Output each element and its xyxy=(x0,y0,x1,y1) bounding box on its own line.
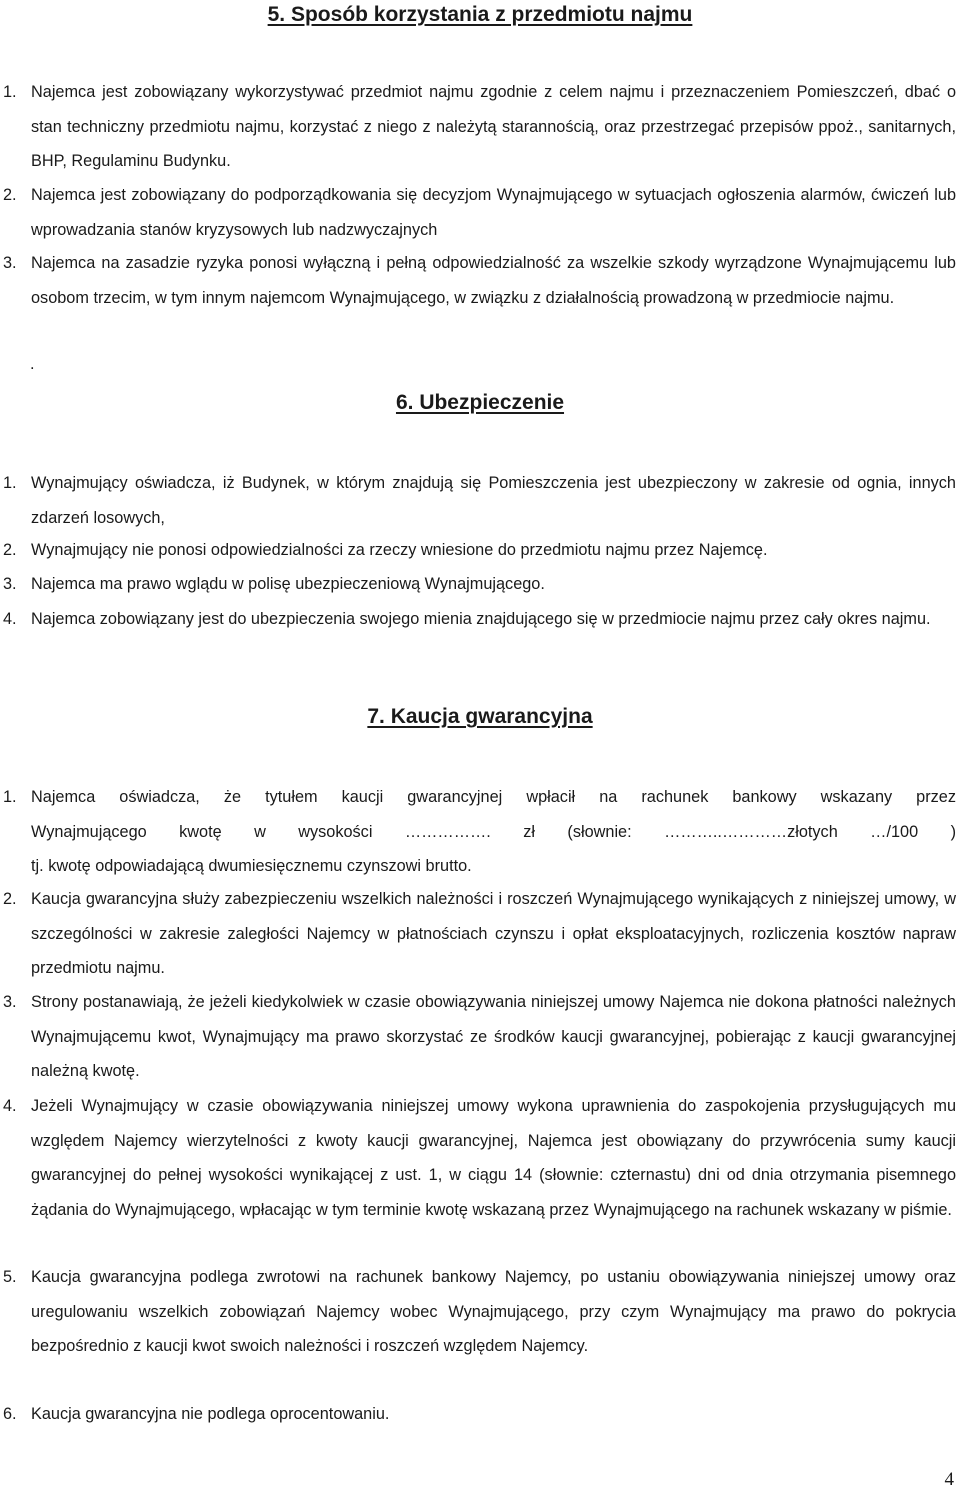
section-7-item-1 xyxy=(3,780,956,884)
section-6-item-1 xyxy=(3,466,956,535)
item-number: 4. xyxy=(3,610,17,628)
item-number: 6. xyxy=(3,1405,17,1423)
item-number: 2. xyxy=(3,541,17,559)
item-text: Najemca jest zobowiązany do podporządkowania się decyzjom Wynajmującego w sytuacjach ogłoszenia alarmów, ćwiczeń lub wprowadzania stanów kryzysowych lub nadzwyczajnych xyxy=(31,186,956,239)
item-text: Kaucja gwarancyjna służy zabezpieczeniu wszelkich należności i roszczeń Wynajmującego wynikających z niniejszej umowy, w szczególności w zakresie zaległości Najemcy w płatnościach czynszu i opłat eksploatacyjnych, rozliczenia kosztów napraw przedmiotu najmu. xyxy=(31,890,956,977)
section-7-item-3 xyxy=(3,985,956,1089)
section-7-item-5 xyxy=(3,1260,956,1364)
item-text: Najemca jest zobowiązany wykorzystywać przedmiot najmu zgodnie z celem najmu i przeznaczeniem Pomieszczeń, dbać o stan techniczny przedmiotu najmu, korzystać z niego z należytą starannością, oraz przestrzegać przepisów ppoż., sanitarnych, BHP, Regulaminu Budynku. xyxy=(31,83,956,170)
item-number: 3. xyxy=(3,993,17,1011)
item-text: Najemca ma prawo wglądu w polisę ubezpieczeniową Wynajmującego. xyxy=(31,575,545,593)
section-6-heading: 6. Ubezpieczenie xyxy=(395,391,565,414)
stray-dot: . xyxy=(30,355,35,373)
section-5-item-1 xyxy=(3,75,956,179)
section-7-item-2 xyxy=(3,882,956,986)
section-7-item-6 xyxy=(3,1397,956,1432)
item-text: Najemca zobowiązany jest do ubezpieczenia swojego mienia znajdującego się w przedmiocie najmu przez cały okres najmu. xyxy=(31,610,931,628)
item-number: 3. xyxy=(3,254,17,272)
section-7-item-4 xyxy=(3,1089,956,1227)
item-text-line-3: tj. kwotę odpowiadającą dwumiesięcznemu czynszowi brutto. xyxy=(31,857,472,875)
section-5-item-2 xyxy=(3,178,956,247)
item-text: Najemca na zasadzie ryzyka ponosi wyłączną i pełną odpowiedzialność za wszelkie szkody wyrządzone Wynajmującemu lub osobom trzecim, w tym innym najemcom Wynajmującego, w związku z działalnością prowadzoną w przedmiocie najmu. xyxy=(31,254,956,307)
item-text: Wynajmujący oświadcza, iż Budynek, w którym znajdują się Pomieszczenia jest ubezpieczony w zakresie od ognia, innych zdarzeń losowych, xyxy=(31,474,956,527)
item-text: Kaucja gwarancyjna podlega zwrotowi na rachunek bankowy Najemcy, po ustaniu obowiązywania niniejszej umowy oraz uregulowaniu wszelkich zobowiązań Najemcy wobec Wynajmującego, przy czym Wynajmujący ma prawo do pokrycia bezpośrednio z kaucji kwot swoich należności i roszczeń względem Najemcy. xyxy=(31,1268,956,1355)
item-number: 1. xyxy=(3,474,17,492)
item-number: 2. xyxy=(3,186,17,204)
item-number: 3. xyxy=(3,575,17,593)
item-text-line-1: Najemca oświadcza, że tytułem kaucji gwarancyjnej wpłacił na rachunek bankowy wskazany przez xyxy=(31,788,956,806)
item-number: 2. xyxy=(3,890,17,908)
section-5-item-3 xyxy=(3,246,956,315)
section-5-heading: 5. Sposób korzystania z przedmiotu najmu xyxy=(267,3,693,26)
item-text-line-2: Wynajmującego kwotę w wysokości ……………. zł (słownie: ………..…………złotych …/100 ) xyxy=(31,822,956,841)
item-number: 4. xyxy=(3,1097,17,1115)
item-number: 5. xyxy=(3,1268,17,1286)
item-text: Jeżeli Wynajmujący w czasie obowiązywania niniejszej umowy wykona uprawnienia do zaspokojenia przysługujących mu względem Najemcy wierzytelności z kwoty kaucji gwarancyjnej, Najemca jest obowiązany do przywrócenia sumy kaucji gwarancyjnej do pełnej wysokości wynikającej z ust. 1, w ciągu 14 (słownie: czternastu) dni od dnia otrzymania pisemnego żądania do Wynajmującego, wpłacając w tym terminie kwotę wskazaną przez Wynajmującego na rachunek wskazany w piśmie. xyxy=(31,1097,956,1219)
section-6-item-2 xyxy=(3,533,956,568)
section-6-item-4 xyxy=(3,602,956,637)
item-text: Wynajmujący nie ponosi odpowiedzialności za rzeczy wniesione do przedmiotu najmu przez Najemcę. xyxy=(31,541,768,559)
item-number: 1. xyxy=(3,83,17,101)
item-number: 1. xyxy=(3,788,17,806)
item-text: Kaucja gwarancyjna nie podlega oprocentowaniu. xyxy=(31,1405,390,1423)
section-7-heading: 7. Kaucja gwarancyjna xyxy=(367,705,593,728)
item-text: Strony postanawiają, że jeżeli kiedykolwiek w czasie obowiązywania niniejszej umowy Najemca nie dokona płatności należnych Wynajmującemu kwot, Wynajmujący ma prawo skorzystać ze środków kaucji gwarancyjnej, pobierając z kaucji gwarancyjnej należną kwotę. xyxy=(31,993,956,1080)
page-number: 4 xyxy=(944,1469,954,1490)
section-6-item-3 xyxy=(3,567,956,602)
